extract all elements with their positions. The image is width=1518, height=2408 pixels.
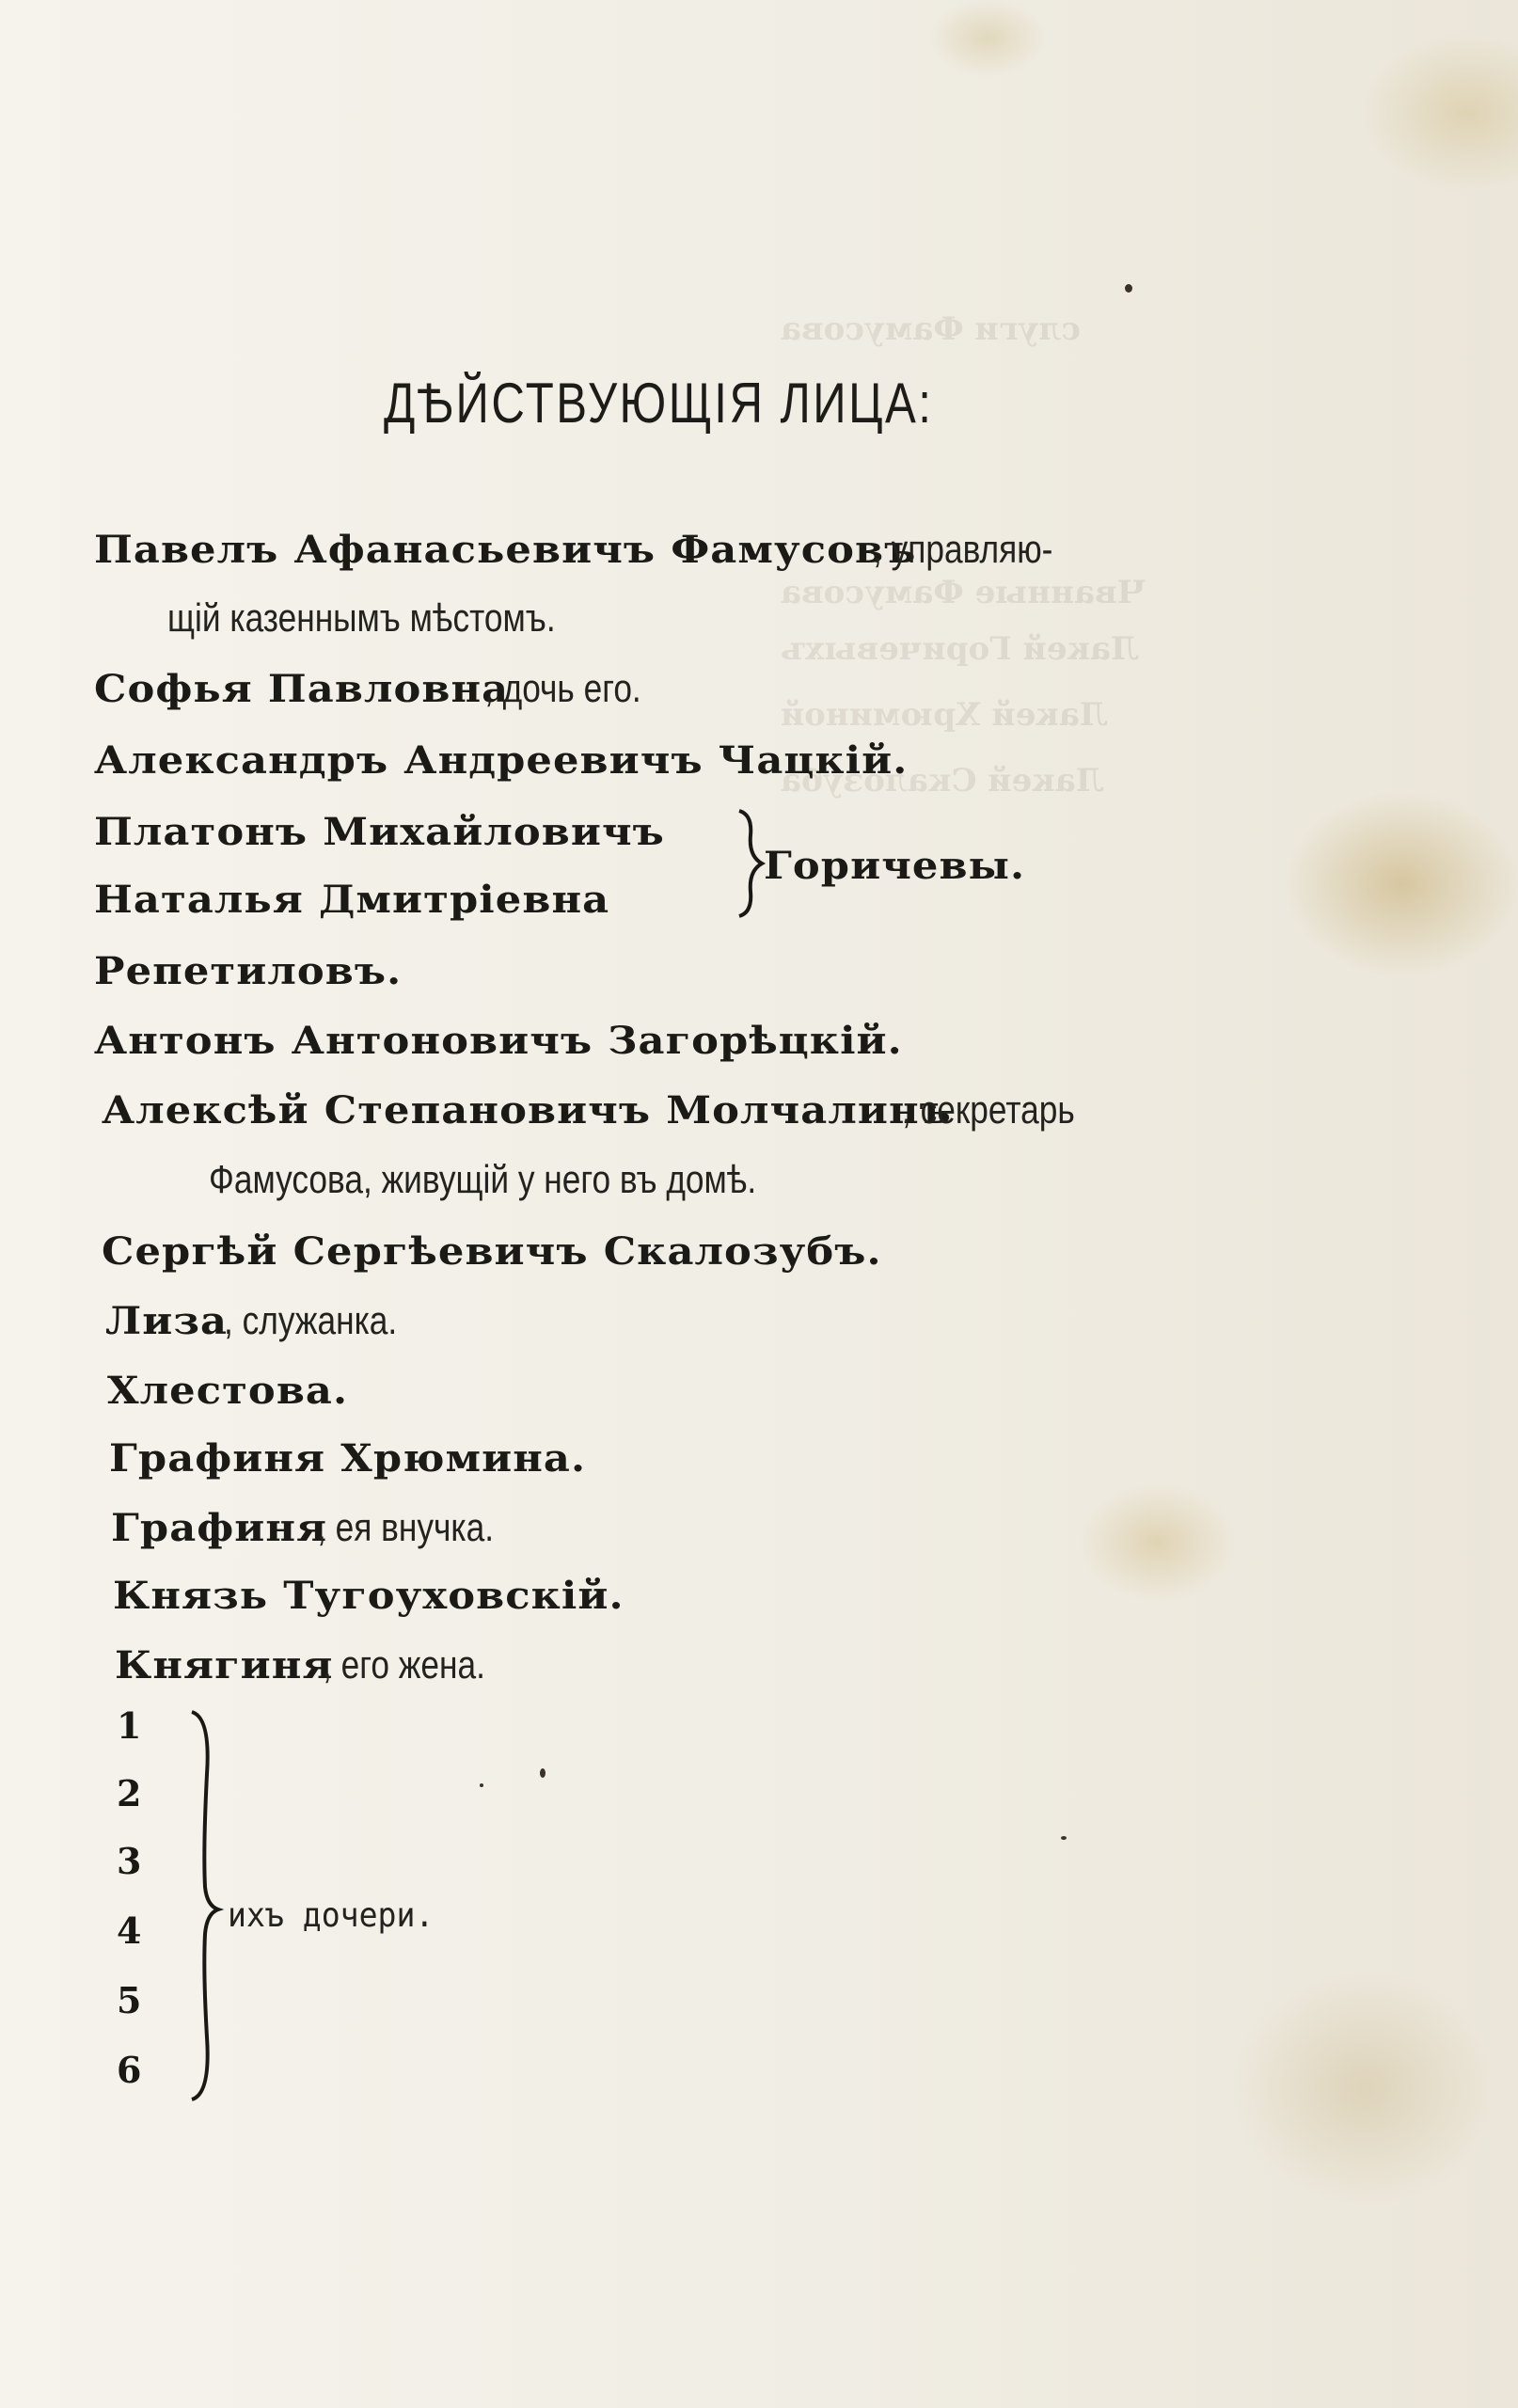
gorichevy-group-label-row <box>764 843 1026 889</box>
bleed-through-text: Лакей Горичевыхъ <box>781 630 1140 668</box>
character-entry <box>102 1228 882 1275</box>
ink-speck <box>1125 284 1132 293</box>
character-entry <box>94 737 909 784</box>
character-description: , служанка. <box>224 1298 398 1342</box>
daughter-number: 2 <box>117 1772 142 1814</box>
ink-speck <box>1061 1836 1067 1840</box>
character-entry <box>107 1368 349 1414</box>
character-name: Графиня <box>111 1506 328 1550</box>
character-entry <box>94 666 671 712</box>
character-name: Лиза <box>105 1299 229 1343</box>
character-description: , секретарь <box>901 1087 1075 1132</box>
character-description-continued: щій казеннымъ мѣстомъ. <box>167 595 556 640</box>
character-description-continued: Фамусова, живущій у него въ домѣ. <box>209 1157 757 1201</box>
character-name: Антонъ Антоновичъ Загорѣцкій. <box>94 1019 903 1063</box>
ink-speck <box>540 1768 546 1778</box>
character-entry <box>102 1087 1108 1133</box>
ink-speck <box>480 1783 483 1787</box>
character-entry <box>105 1298 431 1344</box>
character-entry <box>94 527 1086 573</box>
daughter-number: 4 <box>117 1909 142 1952</box>
character-entry <box>94 809 665 855</box>
character-entry <box>111 1505 528 1551</box>
character-name: Алексѣй Степановичъ Молчалинъ <box>102 1088 952 1133</box>
character-name: Хлестова. <box>107 1369 349 1413</box>
character-name: Александръ Андреевичъ Чацкій. <box>94 738 909 783</box>
character-name: Платонъ Михайловичъ <box>94 810 665 854</box>
character-entry <box>94 948 403 994</box>
bleed-through-text: Чванные Фамусова <box>781 574 1146 611</box>
character-entry <box>115 1642 516 1688</box>
character-name: Князь Тугоуховскій. <box>113 1574 625 1618</box>
gorichevy-group-label: Горичевы. <box>764 844 1026 888</box>
character-entry <box>94 877 610 923</box>
character-description: , дочь его. <box>483 666 641 710</box>
bleed-through-text: Лакей Хрюминой <box>781 696 1108 734</box>
daughter-number: 1 <box>117 1704 142 1747</box>
daughter-number: 6 <box>117 2049 142 2091</box>
daughter-number: 3 <box>117 1840 142 1882</box>
character-name: Репетиловъ. <box>94 949 403 993</box>
character-name: Графиня Хрюмина. <box>109 1436 587 1481</box>
character-name: Наталья Дмитріевна <box>94 878 610 922</box>
character-name: Софья Павловна <box>94 667 510 711</box>
daughters-label: ихъ дочери. <box>228 1896 435 1935</box>
bleed-through-text: слуги Фамусова <box>781 310 1081 348</box>
character-description: , ея внучка. <box>317 1505 495 1549</box>
daughter-number: 5 <box>117 1979 142 2021</box>
character-entry <box>113 1573 625 1619</box>
character-name: Княгиня <box>115 1643 334 1687</box>
character-description: , его жена. <box>323 1642 486 1687</box>
character-entry <box>94 1018 903 1064</box>
character-description: , управляю- <box>872 527 1052 571</box>
character-name: Павелъ Афанасьевичъ Фамусовъ <box>94 528 917 572</box>
page-title: ДѢЙСТВУЮЩІЯ ЛИЦА: <box>384 372 934 435</box>
character-name: Сергѣй Сергѣевичъ Скалозубъ. <box>102 1229 882 1274</box>
character-entry <box>109 1435 587 1481</box>
bleed-through-text: Лакей Скалозуба <box>781 762 1104 800</box>
